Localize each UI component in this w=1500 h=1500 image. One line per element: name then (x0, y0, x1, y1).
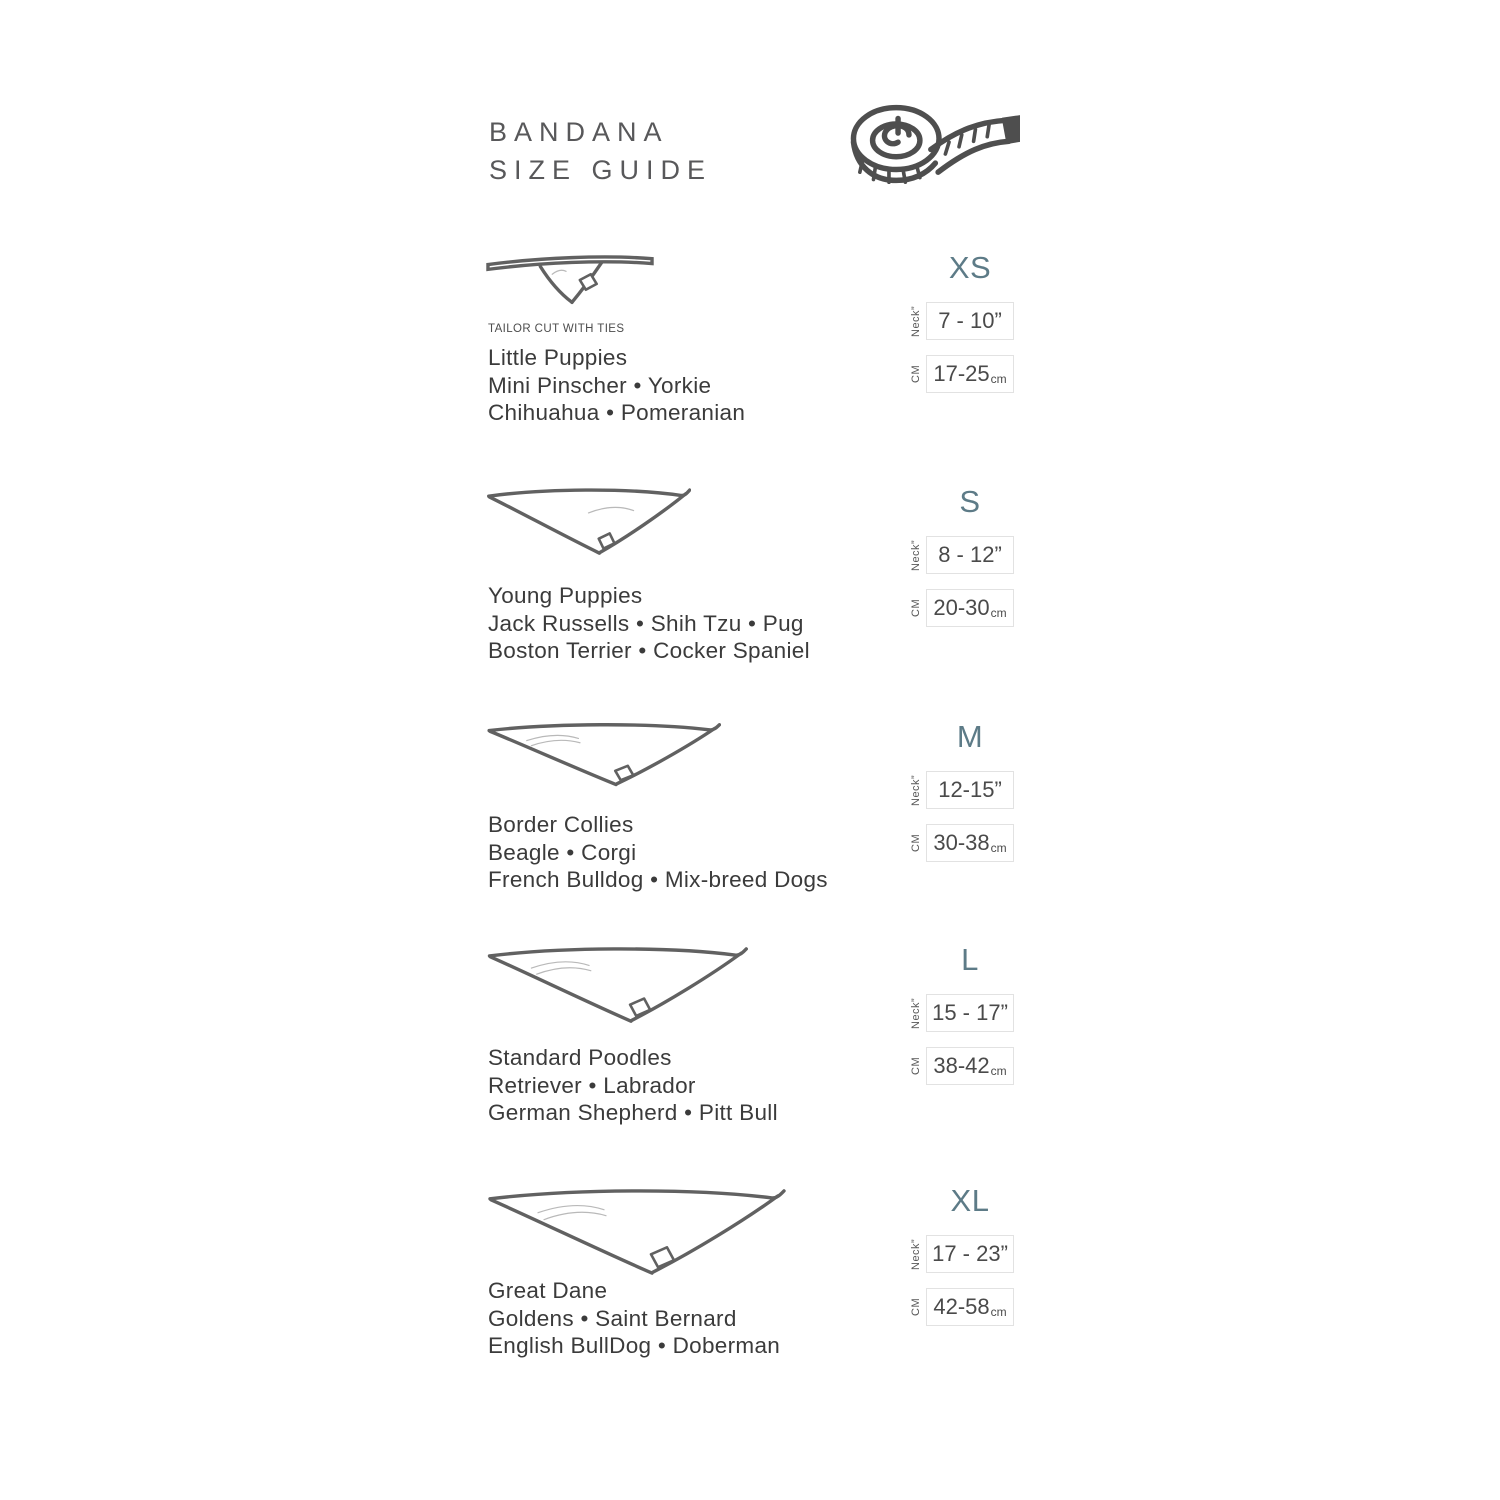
bandana-with-ties-illustration (486, 250, 654, 312)
measurements-l (910, 942, 1022, 1092)
size-label: XL (950, 1183, 990, 1218)
bandana-m-svg (486, 719, 721, 791)
measurements-m (910, 719, 1022, 869)
neck-cm-row (910, 355, 1014, 393)
neck-cm-value: 20-30 cm (926, 589, 1014, 627)
tie-band (488, 257, 652, 269)
neck-inches-value: 8 - 12” (926, 536, 1014, 574)
title-line-1: BANDANA (489, 117, 669, 147)
size-section-xl (486, 1183, 1056, 1415)
measurements-s (910, 484, 1022, 634)
neck-inches-row (910, 994, 1014, 1032)
measurements-xl (910, 1183, 1022, 1333)
breed-line: Beagle • Corgi (488, 839, 637, 865)
neck-inches-row (910, 302, 1014, 340)
neck-cm-row (910, 1047, 1014, 1085)
size-section-s (486, 484, 1056, 716)
neck-inches-axis-label: Neck” (910, 774, 922, 806)
page-title (489, 113, 712, 189)
neck-inches-value: 7 - 10” (926, 302, 1014, 340)
size-section-m (486, 719, 1056, 951)
breed-group: Young Puppies (488, 583, 643, 608)
cm-suffix: cm (990, 606, 1007, 620)
neck-inches-row (910, 771, 1014, 809)
bandana-l-svg (486, 942, 748, 1029)
bandana-s-svg (486, 484, 691, 560)
neck-inches-value: 12-15” (926, 771, 1014, 809)
size-label: XS (948, 250, 992, 285)
breed-line: French Bulldog • Mix-breed Dogs (488, 867, 828, 892)
breed-group: Standard Poodles (488, 1045, 672, 1070)
measuring-tape-icon (838, 96, 1020, 202)
neck-inches-value: 15 - 17” (926, 994, 1014, 1032)
neck-cm-axis-label: CM (910, 1056, 922, 1076)
neck-inches-axis-label: Neck” (910, 539, 922, 571)
cm-suffix: cm (990, 372, 1007, 386)
size-section-l (486, 942, 1056, 1174)
neck-inches-row (910, 1235, 1014, 1273)
size-description-m (488, 811, 828, 894)
breed-line: Retriever • Labrador (488, 1072, 696, 1098)
neck-cm-value: 38-42 cm (926, 1047, 1014, 1085)
breed-line: Chihuahua • Pomeranian (488, 400, 746, 425)
size-label: L (961, 942, 979, 977)
bandana-illustration (486, 1183, 786, 1282)
title-line-2: SIZE GUIDE (489, 155, 713, 185)
size-label: M (956, 719, 984, 754)
breed-line: Goldens • Saint Bernard (488, 1305, 737, 1331)
cm-suffix: cm (990, 1305, 1007, 1319)
neck-cm-row (910, 824, 1014, 862)
size-description-l (488, 1044, 778, 1127)
breed-line: Jack Russells • Shih Tzu • Pug (488, 610, 804, 636)
breed-line: English BullDog • Doberman (488, 1333, 781, 1358)
cm-suffix: cm (990, 841, 1007, 855)
tailor-note: TAILOR CUT WITH TIES (488, 323, 625, 335)
bandana-xs-svg (486, 250, 654, 312)
size-description-s (488, 582, 810, 665)
neck-inches-axis-label: Neck” (910, 1238, 922, 1270)
neck-inches-axis-label: Neck” (910, 997, 922, 1029)
breed-line: Mini Pinscher • Yorkie (488, 372, 712, 398)
bandana-illustration (486, 719, 721, 791)
breed-group: Great Dane (488, 1278, 608, 1303)
neck-inches-axis-label: Neck” (910, 305, 922, 337)
size-description-xs (488, 323, 745, 427)
breed-group: Little Puppies (488, 345, 628, 370)
neck-cm-axis-label: CM (910, 833, 922, 853)
neck-cm-value: 42-58 cm (926, 1288, 1014, 1326)
measurements-xs (910, 250, 1022, 400)
neck-cm-axis-label: CM (910, 598, 922, 618)
neck-cm-row (910, 589, 1014, 627)
neck-cm-axis-label: CM (910, 1297, 922, 1317)
neck-cm-axis-label: CM (910, 364, 922, 384)
measuring-tape-svg (838, 96, 1020, 202)
size-description-xl (488, 1277, 780, 1360)
neck-cm-value: 17-25 cm (926, 355, 1014, 393)
neck-cm-value: 30-38 cm (926, 824, 1014, 862)
bandana-illustration (486, 942, 748, 1029)
neck-inches-row (910, 536, 1014, 574)
breed-line: German Shepherd • Pitt Bull (488, 1100, 778, 1125)
bandana-illustration (486, 484, 691, 560)
size-section-xs (486, 250, 1056, 482)
size-label: S (959, 484, 981, 519)
breed-group: Border Collies (488, 812, 634, 837)
neck-inches-value: 17 - 23” (926, 1235, 1014, 1273)
cm-suffix: cm (990, 1064, 1007, 1078)
bandana-xl-svg (486, 1183, 786, 1282)
breed-line: Boston Terrier • Cocker Spaniel (488, 638, 810, 663)
neck-cm-row (910, 1288, 1014, 1326)
